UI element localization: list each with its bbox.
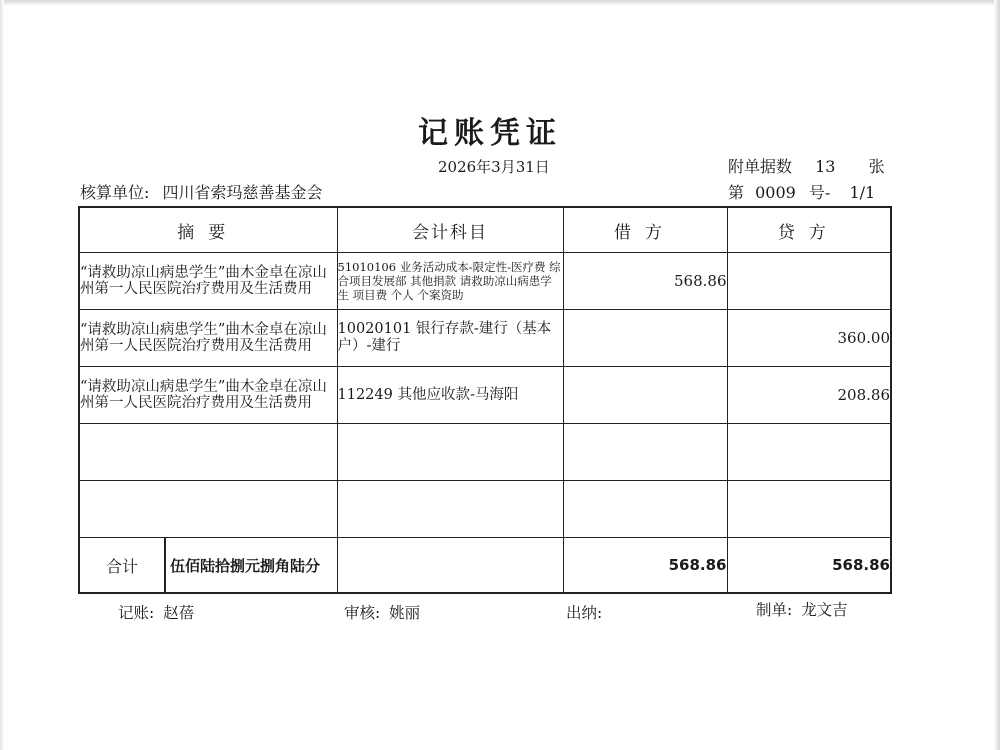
attachment-number: 13 <box>815 157 836 176</box>
entry-account: 10020101 银行存款-建行（基本户）-建行 <box>337 321 552 354</box>
unit-value: 四川省索玛慈善基金会 <box>162 183 323 202</box>
total-debit: 568.86 <box>563 538 727 594</box>
table-row <box>79 367 891 424</box>
entry-debit: 568.86 <box>563 253 727 310</box>
empty-cell <box>563 424 727 481</box>
entry-summary: “请救助凉山病患学生”曲木金卓在凉山州第一人民医院治疗费用及生活费用 <box>79 310 337 367</box>
header-account: 会计科目 <box>337 207 563 253</box>
entry-account: 112249 其他应收款-马海阳 <box>337 386 519 403</box>
entry-debit <box>563 310 727 367</box>
scan-edge <box>994 0 1000 750</box>
cashier-label: 出纳: <box>566 604 603 622</box>
table-header <box>79 207 891 253</box>
total-label: 合计 <box>105 556 138 576</box>
unit-label: 核算单位: <box>80 183 150 202</box>
total-cell <box>79 538 337 594</box>
entry-account-cell <box>337 253 563 310</box>
entry-debit <box>563 367 727 424</box>
preparer-signature <box>756 598 848 620</box>
empty-cell <box>337 424 563 481</box>
empty-cell <box>727 424 891 481</box>
empty-cell <box>563 481 727 538</box>
reviewer-label: 审核: <box>344 604 381 622</box>
total-row <box>79 538 891 594</box>
header-summary: 摘要 <box>79 207 337 253</box>
voucher-page: 1/1 <box>849 183 876 202</box>
empty-cell <box>727 481 891 538</box>
scan-edge <box>0 0 1000 6</box>
entry-account-cell <box>337 367 563 424</box>
entry-credit <box>727 253 891 310</box>
entry-summary: “请救助凉山病患学生”曲木金卓在凉山州第一人民医院治疗费用及生活费用 <box>79 253 337 310</box>
voucher-prefix: 第 <box>728 183 745 202</box>
header-debit: 借方 <box>563 207 727 253</box>
table-row <box>79 310 891 367</box>
attachment-unit: 张 <box>868 157 885 176</box>
empty-cell <box>79 481 337 538</box>
voucher-table <box>78 206 892 594</box>
reviewer-name: 姚丽 <box>389 604 421 622</box>
empty-cell <box>337 481 563 538</box>
attachment-count <box>728 154 898 177</box>
header-credit: 贷方 <box>727 207 891 253</box>
voucher-number <box>728 180 875 203</box>
table-row <box>79 253 891 310</box>
preparer-label: 制单: <box>756 601 793 619</box>
bookkeeper-signature <box>118 601 194 623</box>
empty-row <box>79 481 891 538</box>
cashier-signature <box>566 601 606 623</box>
total-cell <box>337 538 563 594</box>
reviewer-signature <box>344 601 420 623</box>
voucher-suffix: 号- <box>808 183 831 202</box>
entry-summary: “请救助凉山病患学生”曲木金卓在凉山州第一人民医院治疗费用及生活费用 <box>79 367 337 424</box>
empty-row <box>79 424 891 481</box>
total-credit: 568.86 <box>727 538 891 594</box>
empty-cell <box>79 424 337 481</box>
preparer-name: 龙文吉 <box>801 601 848 619</box>
entry-credit: 360.00 <box>727 310 891 367</box>
total-words: 伍佰陆拾捌元捌角陆分 <box>170 556 321 575</box>
voucher-number-value: 0009 <box>755 183 796 202</box>
entry-account-cell <box>337 310 563 367</box>
voucher-date: 2026年3月31日 <box>438 158 550 176</box>
bookkeeper-label: 记账: <box>118 604 155 622</box>
bookkeeper-name: 赵蓓 <box>163 604 195 622</box>
attachment-label: 附单据数 <box>728 157 793 176</box>
accounting-unit <box>80 180 323 203</box>
voucher-title: 记账凭证 <box>418 116 562 151</box>
entry-account: 51010106 业务活动成本-限定性-医疗费 综合项目发展部 其他捐款 请救助凉山病患学生 项目费 个人 个案资助 <box>337 260 561 302</box>
entry-credit: 208.86 <box>727 367 891 424</box>
